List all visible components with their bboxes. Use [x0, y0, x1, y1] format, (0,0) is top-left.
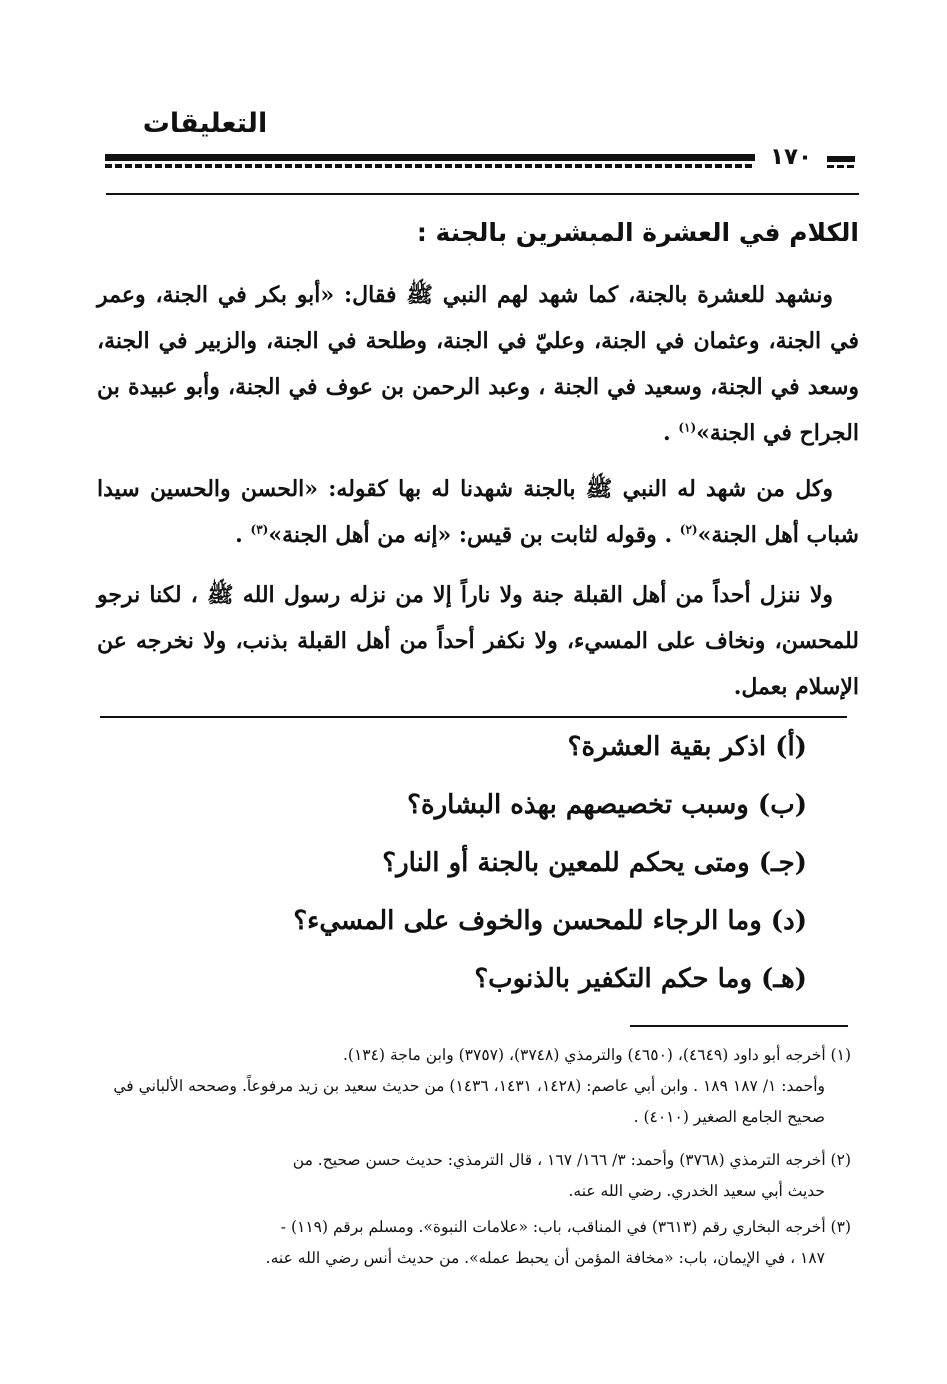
- footnote-line: (١) أخرجه أبو داود (٤٦٤٩)، (٤٦٥٠) والترمذي (٣٧٤٨)، (٣٧٥٧) وابن ماجة (١٣٤).: [343, 1046, 851, 1064]
- question-item: (هـ) وما حكم التكفير بالذنوب؟: [474, 964, 807, 994]
- question-item: (أ) اذكر بقية العشرة؟: [567, 732, 807, 762]
- paragraph-end: .: [663, 420, 679, 446]
- footnotes-divider: [630, 1025, 848, 1027]
- footnote-line: (٢) أخرجه الترمذي (٣٧٦٨) وأحمد: ٣/ ١٦٦/ ١٦٧ ، قال الترمذي: حديث حسن صحيح. من: [292, 1151, 851, 1169]
- paragraph-ten-promised: [97, 272, 859, 456]
- footnote-2: [99, 1145, 851, 1207]
- header-divider: [106, 193, 859, 195]
- footnote-ref: (٢): [679, 522, 698, 537]
- header-ornament: [105, 144, 855, 174]
- questions-divider: [100, 716, 847, 718]
- header-right-dashed-rule: [827, 165, 855, 168]
- footnote-line: وأحمد: ١/ ١٨٧ ١٨٩ . وابن أبي عاصم: (١٤٢٨، ١٤٣١، ١٤٣٦) من حديث سعيد بن زيد مرفوعاً. وصححه الألباني في صحيح الجامع الصغير (٤٠١٠) .: [113, 1077, 825, 1126]
- running-header-title: التعليقات: [142, 108, 268, 139]
- question-item: (ب) وسبب تخصيصهم بهذه البشارة؟: [407, 790, 807, 820]
- header-right-rule: [827, 156, 855, 162]
- paragraph-text: وكل من شهد له النبي ﷺ بالجنة شهدنا له بها كقوله: «الحسن والحسين سيدا شباب أهل الجنة»: [97, 476, 859, 548]
- footnote-line: حديث أبي سعيد الخدري. رضي الله عنه.: [568, 1182, 825, 1200]
- paragraph-testimony: [97, 466, 859, 558]
- footnote-1: [99, 1040, 851, 1133]
- question-item: (جـ) ومتى يحكم للمعين بالجنة أو النار؟: [382, 848, 807, 878]
- footnote-line: ١٨٧ ، في الإيمان، باب: «مخافة المؤمن أن يحبط عمله». من حديث أنس رضي الله عنه.: [265, 1249, 825, 1267]
- paragraph-text: ونشهد للعشرة بالجنة، كما شهد لهم النبي ﷺ فقال: «أبو بكر في الجنة، وعمر في الجنة، وعثمان في الجنة، وعليّ في الجنة، وطلحة في الجنة، والزبير في الجنة، وسعد في الجنة، وسعيد في الجنة ، وعبد الرحمن بن عوف في الجنة، وأبو عبيدة بن الجراح في الجنة»: [97, 282, 859, 446]
- footnote-ref: (١): [678, 420, 697, 435]
- footnote-3: [99, 1212, 851, 1274]
- header-dashed-rule: [105, 164, 755, 168]
- footnote-ref: (٣): [250, 522, 269, 537]
- page-number: ١٧٠: [769, 144, 813, 170]
- section-heading: الكلام في العشرة المبشرين بالجنة :: [416, 218, 859, 247]
- question-item: (د) وما الرجاء للمحسن والخوف على المسيء؟: [293, 906, 807, 936]
- paragraph-end: .: [235, 522, 251, 548]
- paragraph-text: . وقوله لثابت بن قيس: «إنه من أهل الجنة»: [268, 522, 680, 548]
- header-thick-rule: [105, 154, 755, 161]
- paragraph-text: ولا ننزل أحداً من أهل القبلة جنة ولا ناراً إلا من نزله رسول الله ﷺ ، لكنا نرجو للمحسن، ونخاف على المسيء، ولا نكفر أحداً من أهل القبلة بذنب، ولا نخرجه عن الإسلام بعمل.: [97, 582, 859, 700]
- paragraph-qibla: [97, 572, 859, 710]
- footnote-line: (٣) أخرجه البخاري رقم (٣٦١٣) في المناقب، باب: «علامات النبوة». ومسلم برقم (١١٩) -: [280, 1218, 851, 1236]
